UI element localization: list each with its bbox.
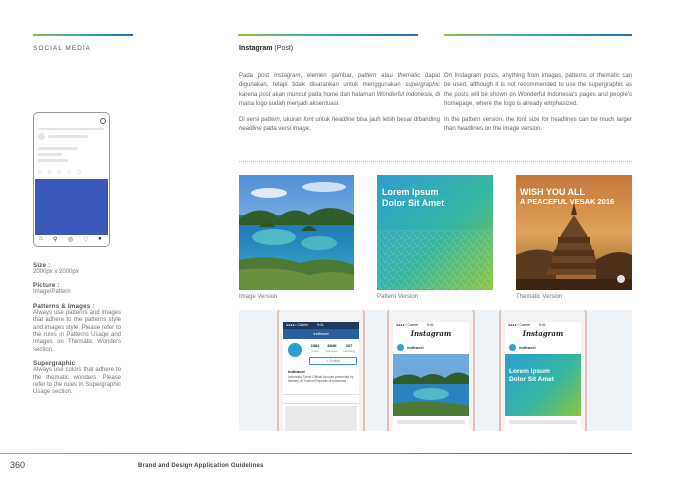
post-username: indtravel xyxy=(407,345,424,350)
wireframe-line xyxy=(38,147,78,150)
phone-screen xyxy=(393,322,469,431)
top-rule-right xyxy=(444,34,632,36)
footer-title: Brand and Design Application Guidelines xyxy=(138,463,264,469)
status-bar xyxy=(283,322,359,329)
phone-mockups-panel xyxy=(239,310,632,431)
paragraph-id-1: Pada post Instagram, elemen gambar, pattern atau thematic dapat digunakan, tetapi tidak disarankan untuk menggunakan supergraphic karena post akan muncul pada home dan halaman Wonderful Indonesia, di mana logo sudah menjadi aksentuasi. xyxy=(239,73,441,108)
image-version-example xyxy=(239,175,354,290)
avatar xyxy=(288,343,302,357)
instagram-logo: Instagram xyxy=(410,329,452,338)
wireframe-icon-row: ▢▢▢▢▢ xyxy=(38,169,87,174)
clock-text: 9:41 xyxy=(539,323,546,327)
phone-mockup-feed-pattern xyxy=(499,310,587,431)
carrier-text: ●●●●○ Carrier xyxy=(508,323,531,327)
supergraphic-label: Supergraphic xyxy=(33,360,76,368)
carrier-text: ●●●●○ Carrier xyxy=(286,323,309,327)
profile-header xyxy=(283,329,359,339)
post-avatar xyxy=(397,344,404,351)
post-headline-line-1: Lorem Ipsum xyxy=(509,368,550,375)
instagram-wireframe xyxy=(33,112,110,247)
supergraphic-value: Always use colors that adhere to the thematic wonders. Please refer to the rules in Supergraphic Usage section. xyxy=(33,367,121,396)
section-title: SOCIAL MEDIA xyxy=(33,45,91,52)
follow-button[interactable]: ✓ Follow xyxy=(309,357,357,365)
pattern-headline-line-1: Lorem Ipsum xyxy=(382,187,439,197)
size-value: 2000px x 2000px xyxy=(33,269,79,275)
wireframe-line xyxy=(38,153,62,156)
thematic-headline-line-1: WISH YOU ALL xyxy=(520,187,585,197)
phone-mockup-profile xyxy=(277,310,365,431)
caption-image-version: Image Version xyxy=(239,294,278,300)
phone-screen xyxy=(505,322,581,431)
post-pattern-image xyxy=(505,354,581,416)
post-image xyxy=(393,354,469,416)
landscape-photo xyxy=(239,175,354,290)
paragraph-id-2: Di versi pattern, ukuran font untuk headline bisa jauh lebih besar dibanding headline pada versi image. xyxy=(239,116,440,133)
page-heading xyxy=(239,45,293,52)
profile-icon: ● xyxy=(98,236,102,242)
footer-rule xyxy=(0,453,632,454)
camera-icon: ◎ xyxy=(68,237,74,243)
post-headline-line-2: Dolor Sit Amet xyxy=(509,376,554,383)
instagram-logo: Instagram xyxy=(522,329,564,338)
heading-subtitle: (Post) xyxy=(274,45,294,52)
patterns-label: Patterns & Images : xyxy=(33,302,95,310)
home-icon: ⌂ xyxy=(39,236,43,242)
wireframe-top-icon xyxy=(100,118,106,124)
status-bar xyxy=(505,322,581,328)
post-avatar xyxy=(509,344,516,351)
bio-name: indtravel xyxy=(288,369,305,374)
pattern-headline-line-2: Dolor Sit Amet xyxy=(382,198,445,208)
profile-username-header: indtravel xyxy=(313,331,329,336)
top-rule-middle xyxy=(238,34,418,36)
pattern-version-example xyxy=(377,175,493,290)
carrier-text: ●●●●○ Carrier xyxy=(396,323,419,327)
patterns-value: Always use patterns and images that adhere to the patterns style and images style. Please refer to the rules in Patterns Usage and Images on Thematic Wonders section. xyxy=(33,309,121,353)
body-text-english xyxy=(444,72,632,140)
page-number: 360 xyxy=(10,460,26,470)
post-grid xyxy=(285,406,357,431)
paragraph-en-1: On Instagram posts, anything from images, patterns or thematic can be used, although it is not recommended to use the supergraphic as the posts will be shown on Wonderful Indonesia's pages and people's homepage, where the logo is already emphasized. xyxy=(444,73,632,108)
post-actions xyxy=(509,420,577,424)
top-rule-left xyxy=(33,34,133,36)
post-headline xyxy=(509,368,554,384)
heading-title: Instagram xyxy=(239,45,273,52)
stat-followers: 384K followers xyxy=(326,343,338,353)
post-actions xyxy=(397,420,465,424)
body-text-indonesian xyxy=(239,72,440,140)
stat-following: 207 following xyxy=(343,343,355,353)
pattern-headline xyxy=(382,187,444,209)
size-label: Size : xyxy=(33,262,51,269)
wireframe-line xyxy=(48,135,88,138)
wireframe-avatar xyxy=(38,133,45,140)
clock-text: 9:41 xyxy=(317,323,324,327)
wireframe-line xyxy=(38,128,104,130)
dotted-divider xyxy=(239,161,632,162)
phone-screen xyxy=(283,322,359,431)
specs-block xyxy=(33,262,121,397)
wireframe-nav-bar xyxy=(35,235,108,245)
clock-text: 9:41 xyxy=(427,323,434,327)
caption-thematic-version: Thematic Version xyxy=(516,294,563,300)
heart-icon: ♡ xyxy=(83,237,89,243)
thematic-headline xyxy=(520,187,614,207)
search-icon: ⚲ xyxy=(53,237,58,243)
picture-value: Image/Pattern xyxy=(33,289,71,296)
status-bar xyxy=(393,322,469,328)
phone-mockup-feed-image xyxy=(387,310,475,431)
wireframe-post-area xyxy=(35,179,108,235)
picture-label: Picture : xyxy=(33,282,60,290)
thematic-headline-line-2: A PEACEFUL VESAK 2016 xyxy=(520,197,615,206)
post-username: indtravel xyxy=(519,345,536,350)
wireframe-line xyxy=(38,159,68,162)
paragraph-en-2: In the pattern version, the font size for headlines can be much larger than headlines on the image version. xyxy=(444,116,632,133)
caption-pattern-version: Pattern Version xyxy=(377,294,419,300)
grid-toolbar xyxy=(283,394,359,404)
bio-text: Indonesia Travel Official Account presented by Ministry of Tourism Republic of Indonesia xyxy=(288,375,354,383)
stat-posts: 2382 posts xyxy=(310,343,320,353)
thematic-version-example xyxy=(516,175,632,290)
